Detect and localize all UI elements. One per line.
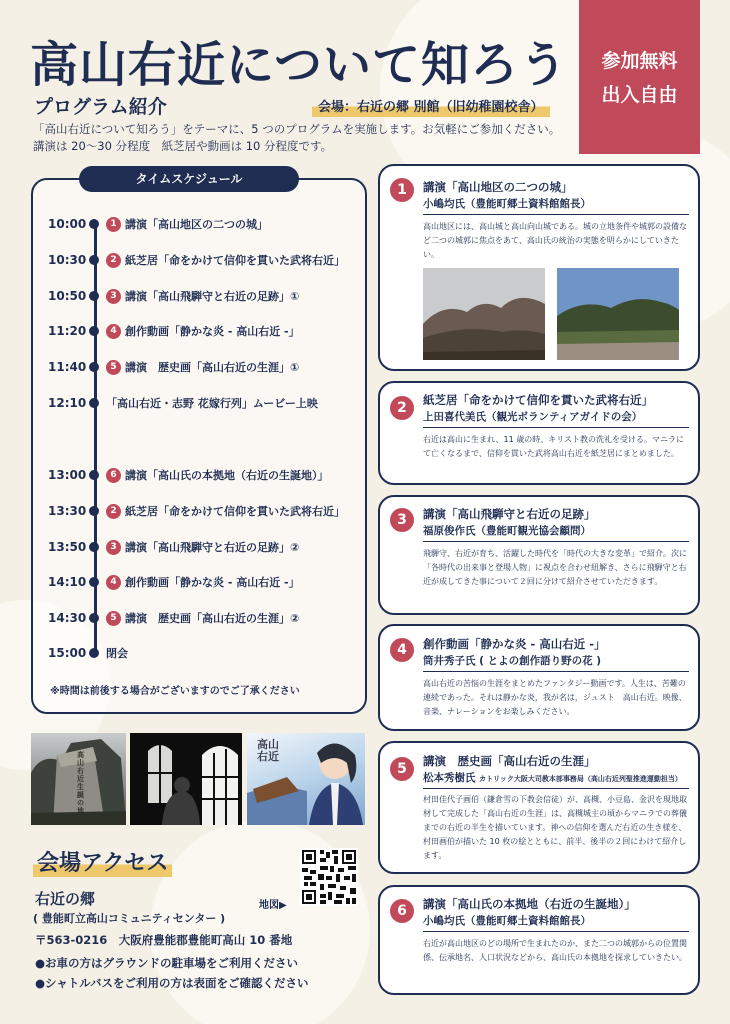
schedule-label: 講演「高山地区の二つの城」 xyxy=(125,218,268,231)
schedule-time: 11:20 xyxy=(48,324,87,338)
timeline-dot xyxy=(89,255,99,265)
schedule-row xyxy=(48,608,299,628)
schedule-label: 講演 歴史画「高山右近の生涯」② xyxy=(125,612,300,625)
schedule-row xyxy=(48,572,300,592)
program-description: 飛騨守、右近が育ち、活躍した時代を「時代の大きな変革」で紹介。次に「各時代の出来事と登場人物」に視点を合わせ紐解き、さらに飛騨守と右近が成してきた事について２回に分けて紹介させていただきます。 xyxy=(423,549,687,586)
timeline-dot xyxy=(89,326,99,336)
schedule-time: 11:40 xyxy=(48,360,87,374)
mountain-illustration xyxy=(423,268,545,360)
program-description: 村田佳代子画伯（鎌倉雪の下教会信徒）が、高槻、小豆島、金沢を現地取材して完成した「高山右近の生涯」は、高槻城主の頃からマニラでの葬儀までの右近の半生を描いています。神への信仰を選んだ右近の生き様を、村田画伯が描いた 10 枚の絵とともに、前半、後半の２回にわけて紹介します。 xyxy=(423,795,687,860)
timeline-dot xyxy=(89,470,99,480)
schedule-note: ※時間は前後する場合がございますのでご了承ください xyxy=(50,686,300,697)
banner-line-2: 出入自由 xyxy=(601,84,678,106)
timeline-dot xyxy=(89,648,99,658)
speaker-affiliation: カトリック大阪大司教本部事務局（高山右近列聖推進運動担当） xyxy=(479,775,682,783)
program-number: 1 xyxy=(390,178,414,202)
program-speaker xyxy=(423,770,682,785)
stone-monument-photo xyxy=(31,733,126,825)
schedule-label: 講演「高山飛騨守と右近の足跡」② xyxy=(125,541,300,554)
program-description: 高山右近の苦悩の生涯をまとめたファンタジー動画です。人生は、苦難の連続であった。それは静かな炎，我が名は，ジュスト 高山右近。映像、音楽、ナレーションをお楽しみください。 xyxy=(423,679,687,716)
schedule-row xyxy=(48,357,299,377)
parking-note: ●お車の方はグラウンドの駐車場をご利用ください xyxy=(35,956,299,970)
schedule-time: 14:10 xyxy=(48,575,87,589)
program-number-badge: 3 xyxy=(106,289,121,304)
timeline-dot xyxy=(89,362,99,372)
program-description: 右近は高山に生まれ、11 歳の時、キリスト教の洗礼を受ける。マニラにて亡くなるまで、信仰を貫いた武将高山右近を紙芝居にまとめました。 xyxy=(423,435,685,458)
castle-mountain-photo xyxy=(423,268,545,360)
program-number-badge: 5 xyxy=(106,360,121,375)
divider xyxy=(423,671,689,672)
schedule-label: 創作動画「静かな炎 - 高山右近 -」 xyxy=(125,325,300,338)
program-speaker: 小嶋均氏（豊能町郷土資料館館長） xyxy=(423,198,591,210)
schedule-row xyxy=(48,286,299,306)
schedule-time: 13:30 xyxy=(48,504,87,518)
timeline-dot xyxy=(89,219,99,229)
schedule-row xyxy=(48,393,318,413)
program-number-badge: 2 xyxy=(106,504,121,519)
schedule-label: 創作動画「静かな炎 - 高山右近 -」 xyxy=(125,576,300,589)
schedule-time: 10:50 xyxy=(48,289,87,303)
divider xyxy=(423,931,689,932)
program-number: 6 xyxy=(390,899,414,923)
program-title: 創作動画「静かな炎 - 高山右近 -」 xyxy=(423,637,606,651)
divider xyxy=(423,788,689,789)
program-speaker: 筒井秀子氏 ( とよの創作語り野の花 ) xyxy=(423,655,602,667)
venue-subname: ( 豊能町立高山コミュニティセンター ) xyxy=(33,912,226,925)
divider xyxy=(423,427,689,428)
schedule-heading: タイムスケジュール xyxy=(79,166,299,192)
divider xyxy=(423,541,689,542)
map-qr-code[interactable] xyxy=(300,848,358,906)
timeline-dot xyxy=(89,506,99,516)
schedule-label: 講演 歴史画「高山右近の生涯」① xyxy=(125,361,300,374)
schedule-row xyxy=(48,465,329,485)
program-number-badge: 5 xyxy=(106,611,121,626)
schedule-time: 10:00 xyxy=(48,217,87,231)
intro-line-1: 「高山右近について知ろう」をテーマに、5 つのプログラムを実施します。お気軽にご参加ください。 xyxy=(33,122,561,136)
program-number: 4 xyxy=(390,638,414,662)
church-window-photo xyxy=(130,733,242,825)
schedule-row xyxy=(48,537,299,557)
schedule-row xyxy=(48,321,300,341)
speaker-name: 松本秀樹氏 xyxy=(423,772,476,784)
intro-text xyxy=(33,121,573,155)
timeline-dot xyxy=(89,291,99,301)
historical-painting-image xyxy=(247,733,365,825)
schedule-time: 15:00 xyxy=(48,646,87,660)
schedule-row xyxy=(48,501,345,521)
program-speaker: 小嶋均氏（豊能町郷土資料館館長） xyxy=(423,915,591,927)
program-number-badge: 4 xyxy=(106,575,121,590)
schedule-row xyxy=(48,643,128,663)
schedule-time: 10:30 xyxy=(48,253,87,267)
schedule-label: 閉会 xyxy=(106,647,128,660)
timeline-dot xyxy=(89,577,99,587)
venue-name: 右近の郷 xyxy=(35,890,96,908)
program-number-badge: 4 xyxy=(106,324,121,339)
program-number: 2 xyxy=(390,396,414,420)
intro-line-2: 講演は 20～30 分程度 紙芝居や動画は 10 分程度です。 xyxy=(33,139,333,153)
program-title: 講演 歴史画「高山右近の生涯」 xyxy=(423,754,596,768)
schedule-label: 紙芝居「命をかけて信仰を貫いた武将右近」 xyxy=(125,505,345,518)
program-number-badge: 1 xyxy=(106,217,121,232)
mountain-illustration xyxy=(557,268,679,360)
free-entry-banner xyxy=(579,0,700,154)
program-title: 講演「高山氏の本拠地（右近の生誕地）」 xyxy=(423,897,636,911)
schedule-time: 13:50 xyxy=(48,540,87,554)
page-subtitle: プログラム紹介 xyxy=(34,96,167,118)
timeline-dot xyxy=(89,398,99,408)
program-description: 高山地区には、高山城と高山向山城である。城の立地条件や城郭の設備など二つの城郭に焦点をあて、高山氏の統治の実態を明らかにしていきたい。 xyxy=(423,222,687,259)
painting-caption: 高山右近 xyxy=(257,738,279,763)
venue-label: 会場：右近の郷 別館（旧幼稚園校舎） xyxy=(312,94,550,117)
map-label: 地図▶ xyxy=(259,900,287,911)
schedule-row xyxy=(48,250,345,270)
program-number-badge: 6 xyxy=(106,468,121,483)
schedule-time: 14:30 xyxy=(48,611,87,625)
schedule-time: 12:10 xyxy=(48,396,87,410)
venue-address: 〒563-0216 大阪府豊能郡豊能町高山 10 番地 xyxy=(35,933,293,947)
program-title: 講演「高山地区の二つの城」 xyxy=(423,180,573,194)
program-number-badge: 3 xyxy=(106,540,121,555)
program-number: 3 xyxy=(390,508,414,532)
divider xyxy=(423,214,689,215)
schedule-label: 「高山右近・志野 花嫁行列」ムービー上映 xyxy=(106,397,318,410)
schedule-time: 13:00 xyxy=(48,468,87,482)
page-title: 高山右近について知ろう xyxy=(30,37,569,93)
program-speaker: 上田喜代美氏（観光ボランティアガイドの会） xyxy=(423,411,643,423)
access-title: 会場アクセス xyxy=(33,846,172,877)
castle-mountain-photo xyxy=(557,268,679,360)
church-window-illustration xyxy=(130,733,242,825)
schedule-label: 講演「高山氏の本拠地（右近の生誕地）」 xyxy=(125,469,329,482)
program-title: 紙芝居「命をかけて信仰を貫いた武将右近」 xyxy=(423,393,653,407)
program-number: 5 xyxy=(390,757,414,781)
shuttle-note: ●シャトルバスをご利用の方は表面をご確認ください xyxy=(35,976,309,990)
banner-line-1: 参加無料 xyxy=(601,50,678,72)
timeline-dot xyxy=(89,613,99,623)
qr-code-icon xyxy=(300,848,358,906)
stone-monument-inscription: 高山右近生誕の地 xyxy=(77,751,84,815)
timeline-dot xyxy=(89,542,99,552)
schedule-label: 講演「高山飛騨守と右近の足跡」① xyxy=(125,290,300,303)
schedule-label: 紙芝居「命をかけて信仰を貫いた武将右近」 xyxy=(125,254,345,267)
program-number-badge: 2 xyxy=(106,253,121,268)
program-title: 講演「高山飛騨守と右近の足跡」 xyxy=(423,507,596,521)
schedule-row xyxy=(48,214,268,234)
program-speaker: 福原俊作氏（豊能町観光協会顧問） xyxy=(423,525,591,537)
program-description: 右近が高山地区のどの場所で生まれたのか、また二つの城郭からの位置関係、伝承地名、人口状況などから、高山氏の本拠地を探求していきたい。 xyxy=(423,939,687,962)
